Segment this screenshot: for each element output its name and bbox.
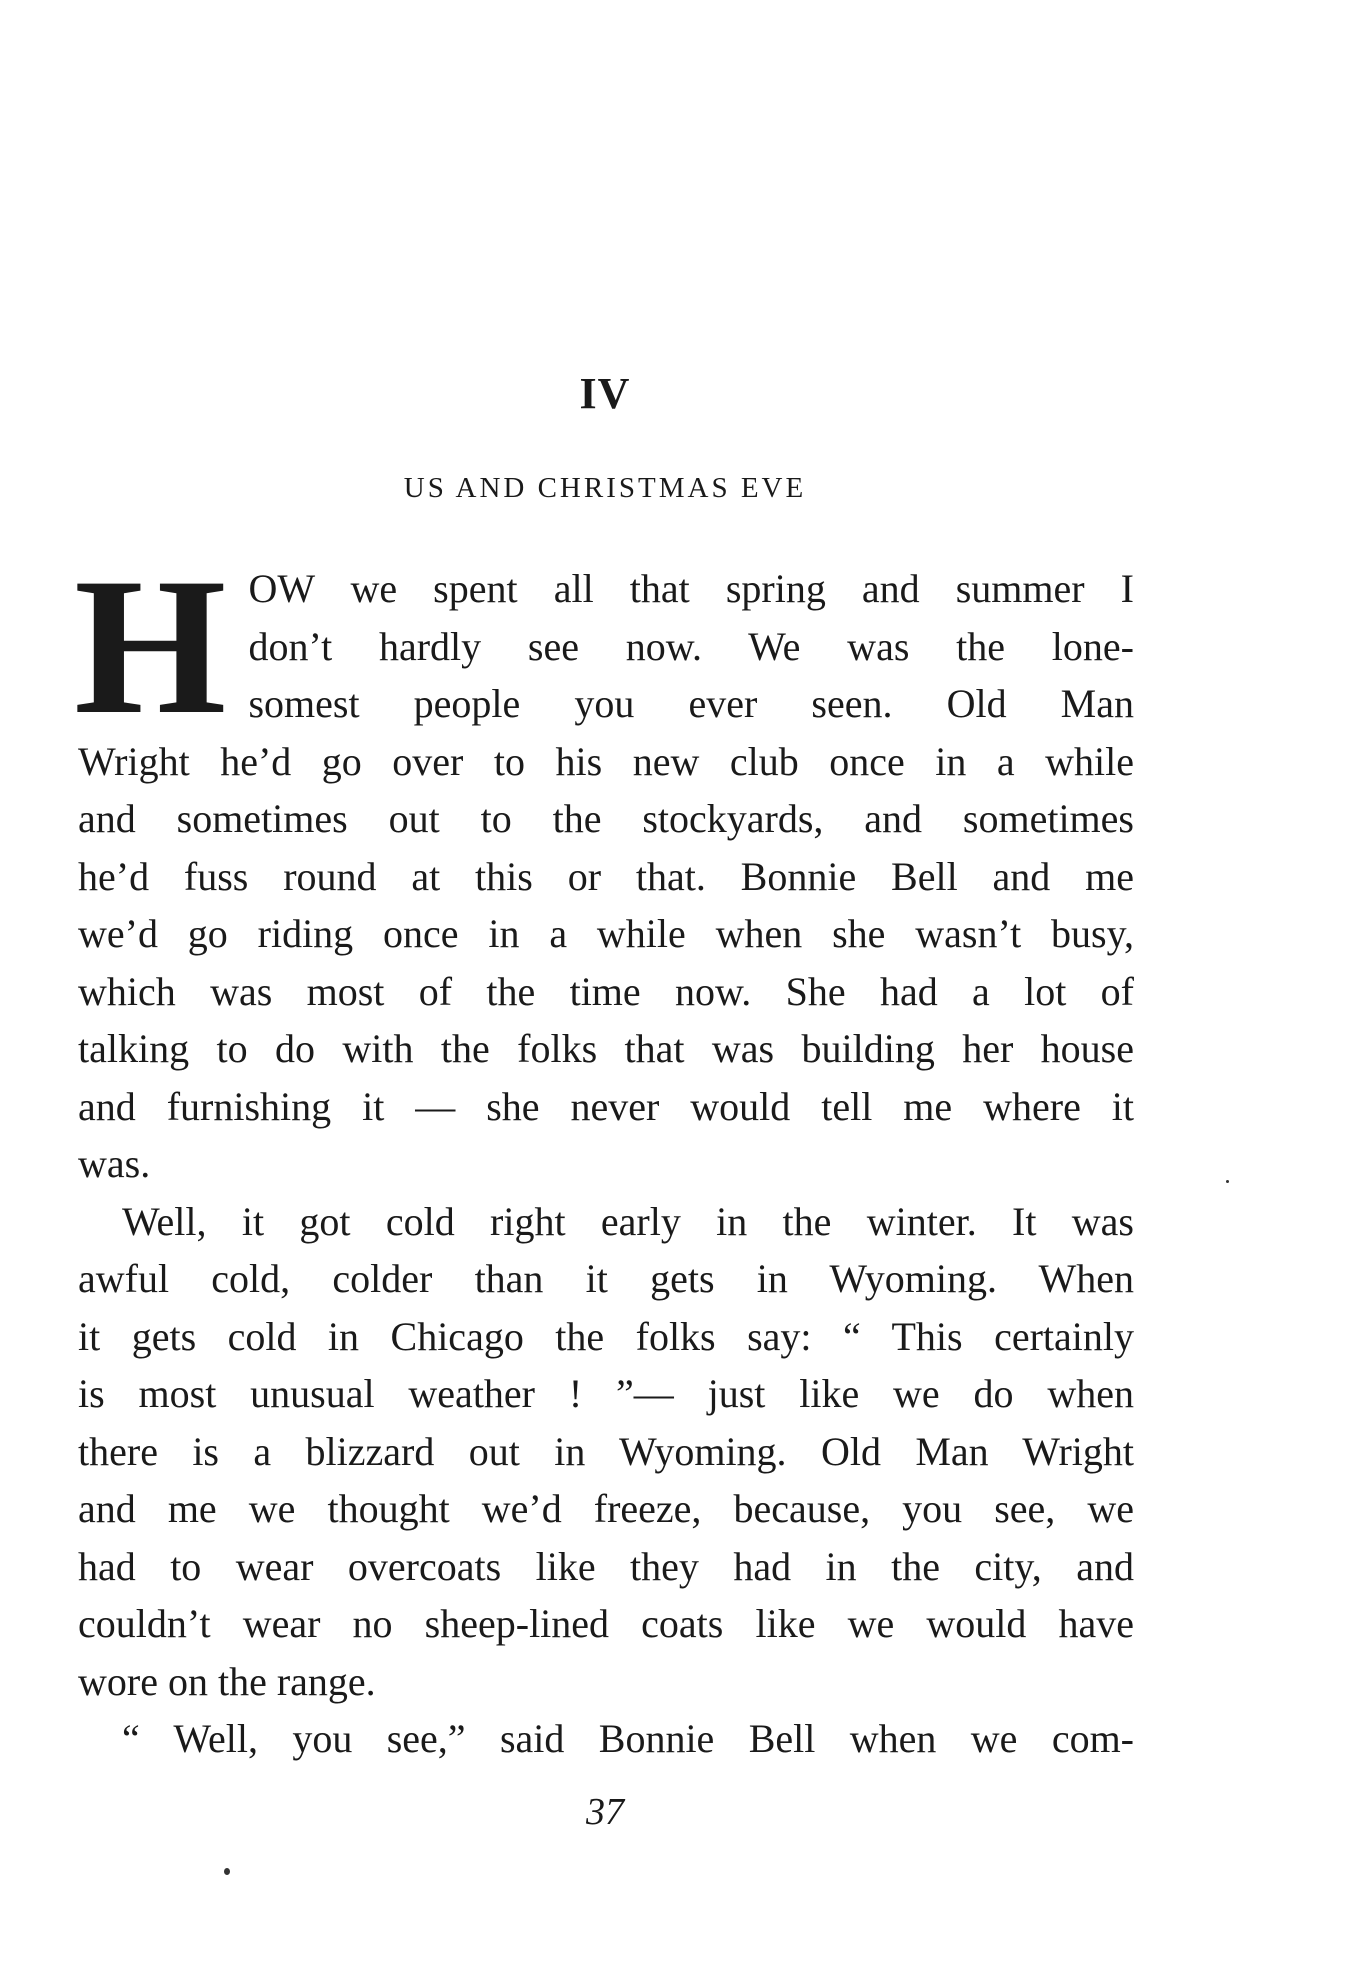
text-line: don’t hardly see now. We was the lone-	[248, 623, 1134, 669]
print-speck	[1226, 1180, 1229, 1183]
drop-cap: H	[74, 538, 227, 755]
text-line: had to wear overcoats like they had in the city, and	[78, 1543, 1134, 1589]
text-line: was.	[78, 1141, 151, 1186]
text-line: wore on the range.	[78, 1658, 376, 1704]
text-line: is most unusual weather ! ”— just like we do when	[78, 1371, 1134, 1416]
text-line: talking to do with the folks that was building her house	[78, 1026, 1134, 1071]
text-line: Wright he’d go over to his new club once in a while	[78, 738, 1134, 784]
text-line: somest people you ever seen. Old Man	[248, 681, 1134, 726]
text-line: and me we thought we’d freeze, because, you see, we	[78, 1486, 1134, 1531]
paragraph-2	[78, 1193, 1134, 1711]
chapter-number: IV	[579, 369, 631, 418]
text-line: and furnishing it — she never would tell me where it	[78, 1083, 1134, 1129]
text-line: there is a blizzard out in Wyoming. Old Man Wright	[78, 1428, 1134, 1474]
text-line: which was most of the time now. She had a lot of	[78, 968, 1134, 1014]
print-speck	[224, 1868, 230, 1875]
text-line: he’d fuss round at this or that. Bonnie Bell and me	[78, 853, 1134, 899]
text-line: “ Well, you see,” said Bonnie Bell when we com-	[122, 1716, 1134, 1761]
chapter-title: US AND CHRISTMAS EVE	[403, 472, 807, 504]
paragraph-3	[78, 1710, 1134, 1768]
paragraph-1	[74, 538, 1134, 1193]
text-line: awful cold, colder than it gets in Wyoming. When	[78, 1256, 1134, 1301]
text-line: Well, it got cold right early in the winter. It was	[122, 1198, 1134, 1244]
text-line: and sometimes out to the stockyards, and sometimes	[78, 796, 1134, 841]
text-line: we’d go riding once in a while when she wasn’t busy,	[78, 911, 1134, 956]
body-text	[74, 538, 1134, 1768]
text-line: OW we spent all that spring and summer I	[248, 566, 1134, 611]
page-number: 37	[586, 1791, 624, 1833]
text-line: couldn’t wear no sheep-lined coats like we would have	[78, 1601, 1134, 1646]
text-line: it gets cold in Chicago the folks say: “ This certainly	[78, 1313, 1134, 1359]
